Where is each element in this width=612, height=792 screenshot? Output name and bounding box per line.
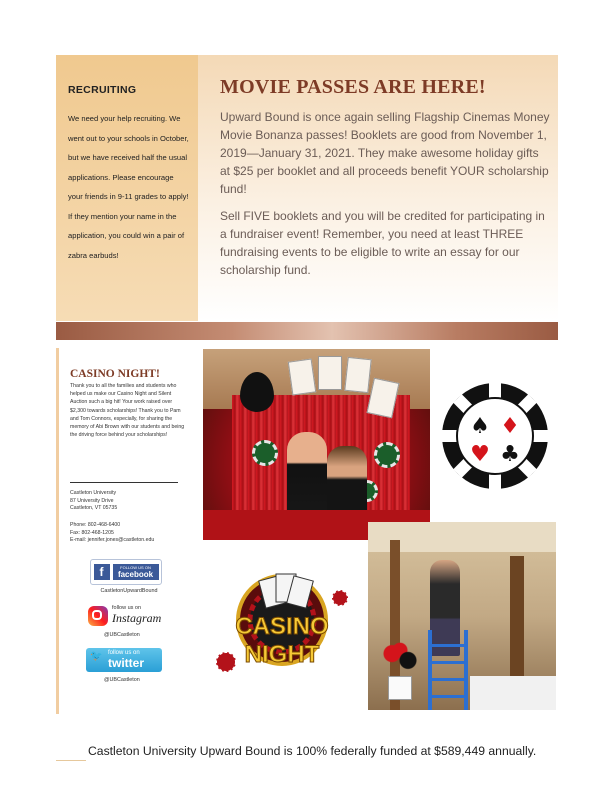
playing-card-decoration	[288, 358, 316, 395]
funding-statement: Castleton University Upward Bound is 100% federally funded at $589,449 annually.	[88, 744, 537, 758]
facebook-follow-text: FOLLOW US ON	[120, 565, 151, 570]
recruiting-text: We need your help recruiting. We went out to your schools in October, but we have received half the usual applications. Please encourage your friends in 9-11 grades to apply! If they mention your name in the application, you could win a pair of zabra earbuds!	[68, 114, 189, 260]
twitter-wordmark: twitter	[108, 656, 144, 670]
facebook-follow-button[interactable]	[90, 559, 162, 585]
poker-chip-icon	[440, 381, 550, 491]
playing-card-decoration	[318, 356, 342, 390]
logo-line-2: NIGHT	[244, 641, 320, 668]
address-block	[70, 490, 190, 513]
logo-line-1: CASINO	[235, 613, 329, 640]
twitter-bird-icon: 🐦	[90, 651, 103, 662]
email-link[interactable]: E-mail: jennifer.jones@castleton.edu	[70, 537, 155, 544]
footer-accent-line	[56, 760, 86, 761]
svg-text:♣: ♣	[500, 442, 520, 467]
twitter-handle[interactable]: @UBCastleton	[104, 677, 140, 683]
instagram-follow-text: follow us on	[112, 605, 142, 611]
contact-block	[70, 522, 200, 545]
movie-passes-paragraph-1: Upward Bound is once again selling Flagship Cinemas Money Movie Bonanza passes! Booklets are good from November 1, 2019—January 31, 2021. They make awesome holiday gifts at $25 per booklet and all proceeds benefit YOUR scholarship fund!	[220, 110, 550, 196]
movie-passes-paragraph-2: Sell FIVE booklets and you will be credited for participating in a fundraiser event! Remember, you need at least THREE fundraising events to be eligible to write an essay for our scholarship fund.	[220, 209, 545, 277]
poker-chip-decoration	[252, 440, 278, 466]
instagram-wordmark[interactable]: Instagram	[112, 611, 162, 625]
blue-ladder	[428, 630, 468, 710]
movie-passes-heading: MOVIE PASSES ARE HERE!	[220, 76, 486, 98]
address-line: 87 University Drive	[70, 497, 114, 504]
divider-line	[70, 482, 178, 483]
svg-text:♦: ♦	[500, 414, 520, 439]
playing-card-decoration	[344, 357, 371, 393]
twitter-follow-text: follow us on	[108, 650, 140, 656]
facebook-label	[113, 564, 159, 580]
section-divider	[56, 322, 558, 340]
dice-decoration	[388, 676, 412, 700]
casino-text: Thank you to all the families and students who helped us make our Casino Night and Silent Auction such a big hit! Your work raised over $2,300 towards scholarships! Thank you to Pam and Tom Connors, especially, for sharing the memory of Abi Brown with our students and being the driving force behind your scholarships!	[70, 383, 185, 439]
facebook-handle[interactable]: CastletonUpwardBound	[100, 588, 158, 594]
svg-text:♠: ♠	[470, 414, 490, 439]
poker-chip-decoration	[374, 442, 400, 468]
white-tablecloth	[470, 676, 556, 710]
phone-text: Phone: 802-468-6400	[70, 522, 121, 528]
address-line: Castleton University	[70, 490, 117, 496]
recruiting-heading: RECRUITING	[68, 84, 137, 96]
casino-night-logo	[212, 568, 364, 680]
instagram-handle[interactable]: @UBCastleton	[104, 632, 140, 638]
svg-text:♥: ♥	[470, 442, 490, 467]
spade-cutout-decoration	[240, 372, 274, 412]
balloon-bouquet	[380, 640, 420, 674]
address-line: Castleton, VT 05735	[70, 505, 118, 512]
fax-text: Fax: 802-468-1205	[70, 529, 114, 536]
facebook-icon: f	[94, 564, 110, 580]
instagram-camera-icon	[92, 610, 102, 620]
casino-heading: CASINO NIGHT!	[70, 368, 160, 380]
facebook-wordmark: facebook	[117, 570, 154, 579]
